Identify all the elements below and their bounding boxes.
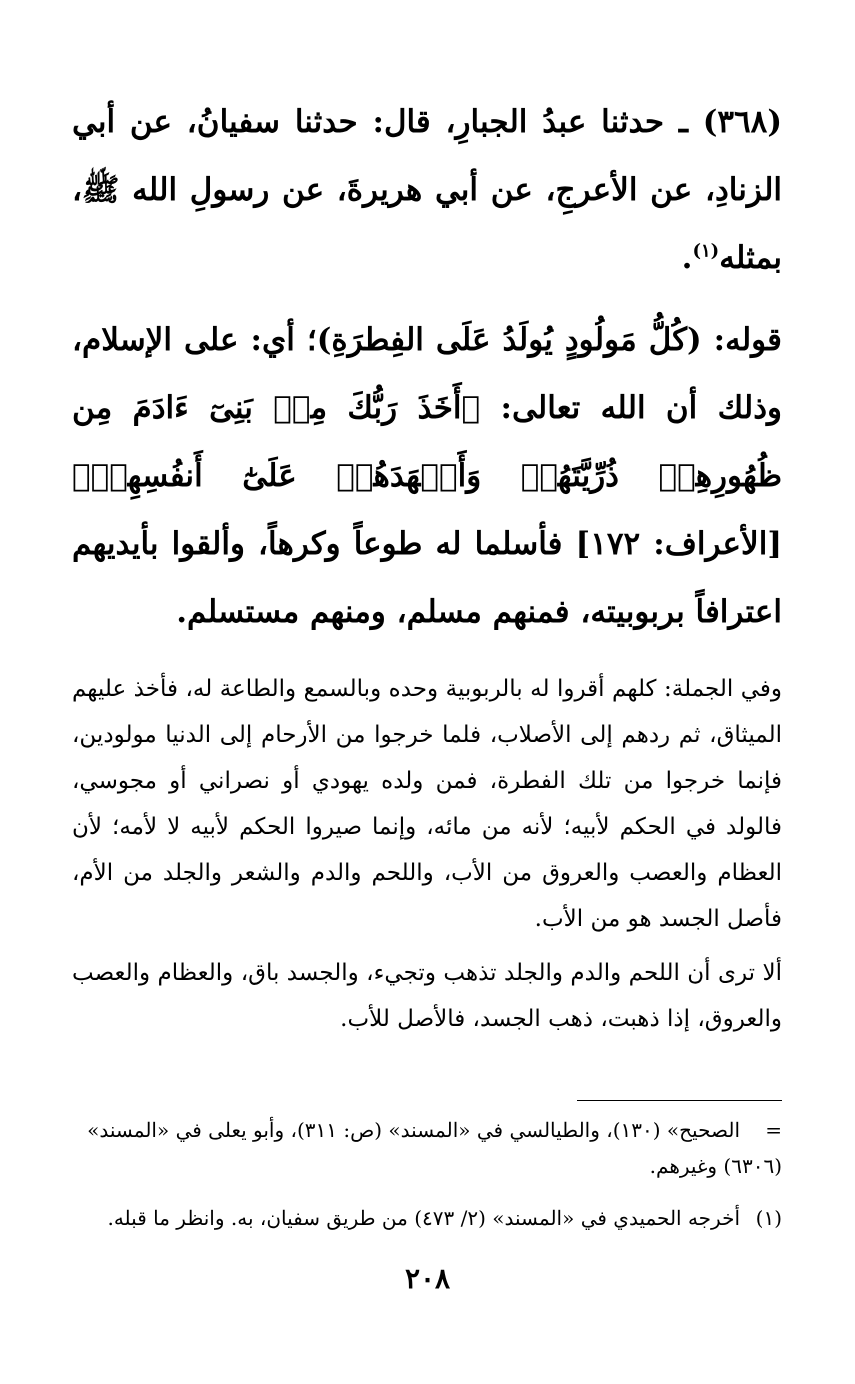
footnote-ref: (١) (692, 240, 720, 262)
page-body (72, 88, 782, 1042)
commentary-paragraph-1 (72, 306, 782, 646)
page-number: ٢٠٨ (404, 1262, 451, 1295)
hadith-text: حدثنا عبدُ الجبارِ، قال: حدثنا سفيانُ، عن أبي الزنادِ، عن الأعرجِ، عن أبي هريرةَ، عن رسولِ الله ﷺ، بمثله (72, 104, 782, 276)
quran-verse: ﴿أَخَذَ رَبُّكَ مِنۢ بَنِىٓ ءَادَمَ مِن ظُهُورِهِمۡ ذُرِّيَّتَهُمۡ وَأَشۡهَدَهُمۡ عَلَىٰٓ أَنفُسِهِمۡ﴾ (72, 390, 782, 494)
commentary-text-before-verse: قوله: (كُلُّ مَولُودٍ يُولَدُ عَلَى الفِطرَةِ)؛ أي: على الإسلام، وذلك أن الله تعالى: (72, 322, 782, 426)
footnote-1-text: أخرجه الحميدي في «المسند» (٢/ ٤٧٣) من طريق سفيان، به. وانظر ما قبله. (107, 1206, 740, 1230)
footnote-1 (72, 1200, 782, 1236)
commentary-paragraph-3: ألا ترى أن اللحم والدم والجلد تذهب وتجيء، والجسد باق، والعظام والعصب والعروق، إذا ذهبت، ذهب الجسد، فالأصل للأب. (72, 960, 782, 1032)
commentary-paragraph-2: وفي الجملة: كلهم أقروا له بالربوبية وحده وبالسمع والطاعة له، فأخذ عليهم الميثاق، ثم ردهم إلى الأصلاب، فلما خرجوا من الأرحام إلى الدنيا مولودين، فإنما خرجوا من تلك الفطرة، فمن ولده يهودي أو نصراني أو مجوسي، فالولد في الحكم لأبيه؛ لأنه من مائه، وإنما صيروا الحكم لأبيه لا لأمه؛ لأن العظام والعصب والعروق من الأب، واللحم والدم والشعر والجلد من الأم، فأصل الجسد هو من الأب. (72, 676, 782, 932)
footnote-continuation-text: الصحيح» (١٣٠)، والطيالسي في «المسند» (ص: ٣١١)، وأبو يعلى في «المسند» (٦٣٠٦) وغيرهم. (87, 1118, 782, 1178)
footnote-continuation (72, 1112, 782, 1184)
hadith-paragraph (72, 88, 782, 292)
footnote-1-mark: (١) (755, 1206, 782, 1230)
footnote-separator (577, 1100, 782, 1101)
hadith-end: . (681, 240, 693, 276)
hadith-number: (٣٦٨) ـ (678, 104, 782, 140)
footnote-continuation-mark: = (765, 1118, 782, 1142)
commentary-text-after-verse: [الأعراف: ١٧٢] فأسلما له طوعاً وكرهاً، وألقوا بأيديهم اعترافاً بربوبيته، فمنهم مسلم، ومنهم مستسلم. (72, 526, 783, 630)
